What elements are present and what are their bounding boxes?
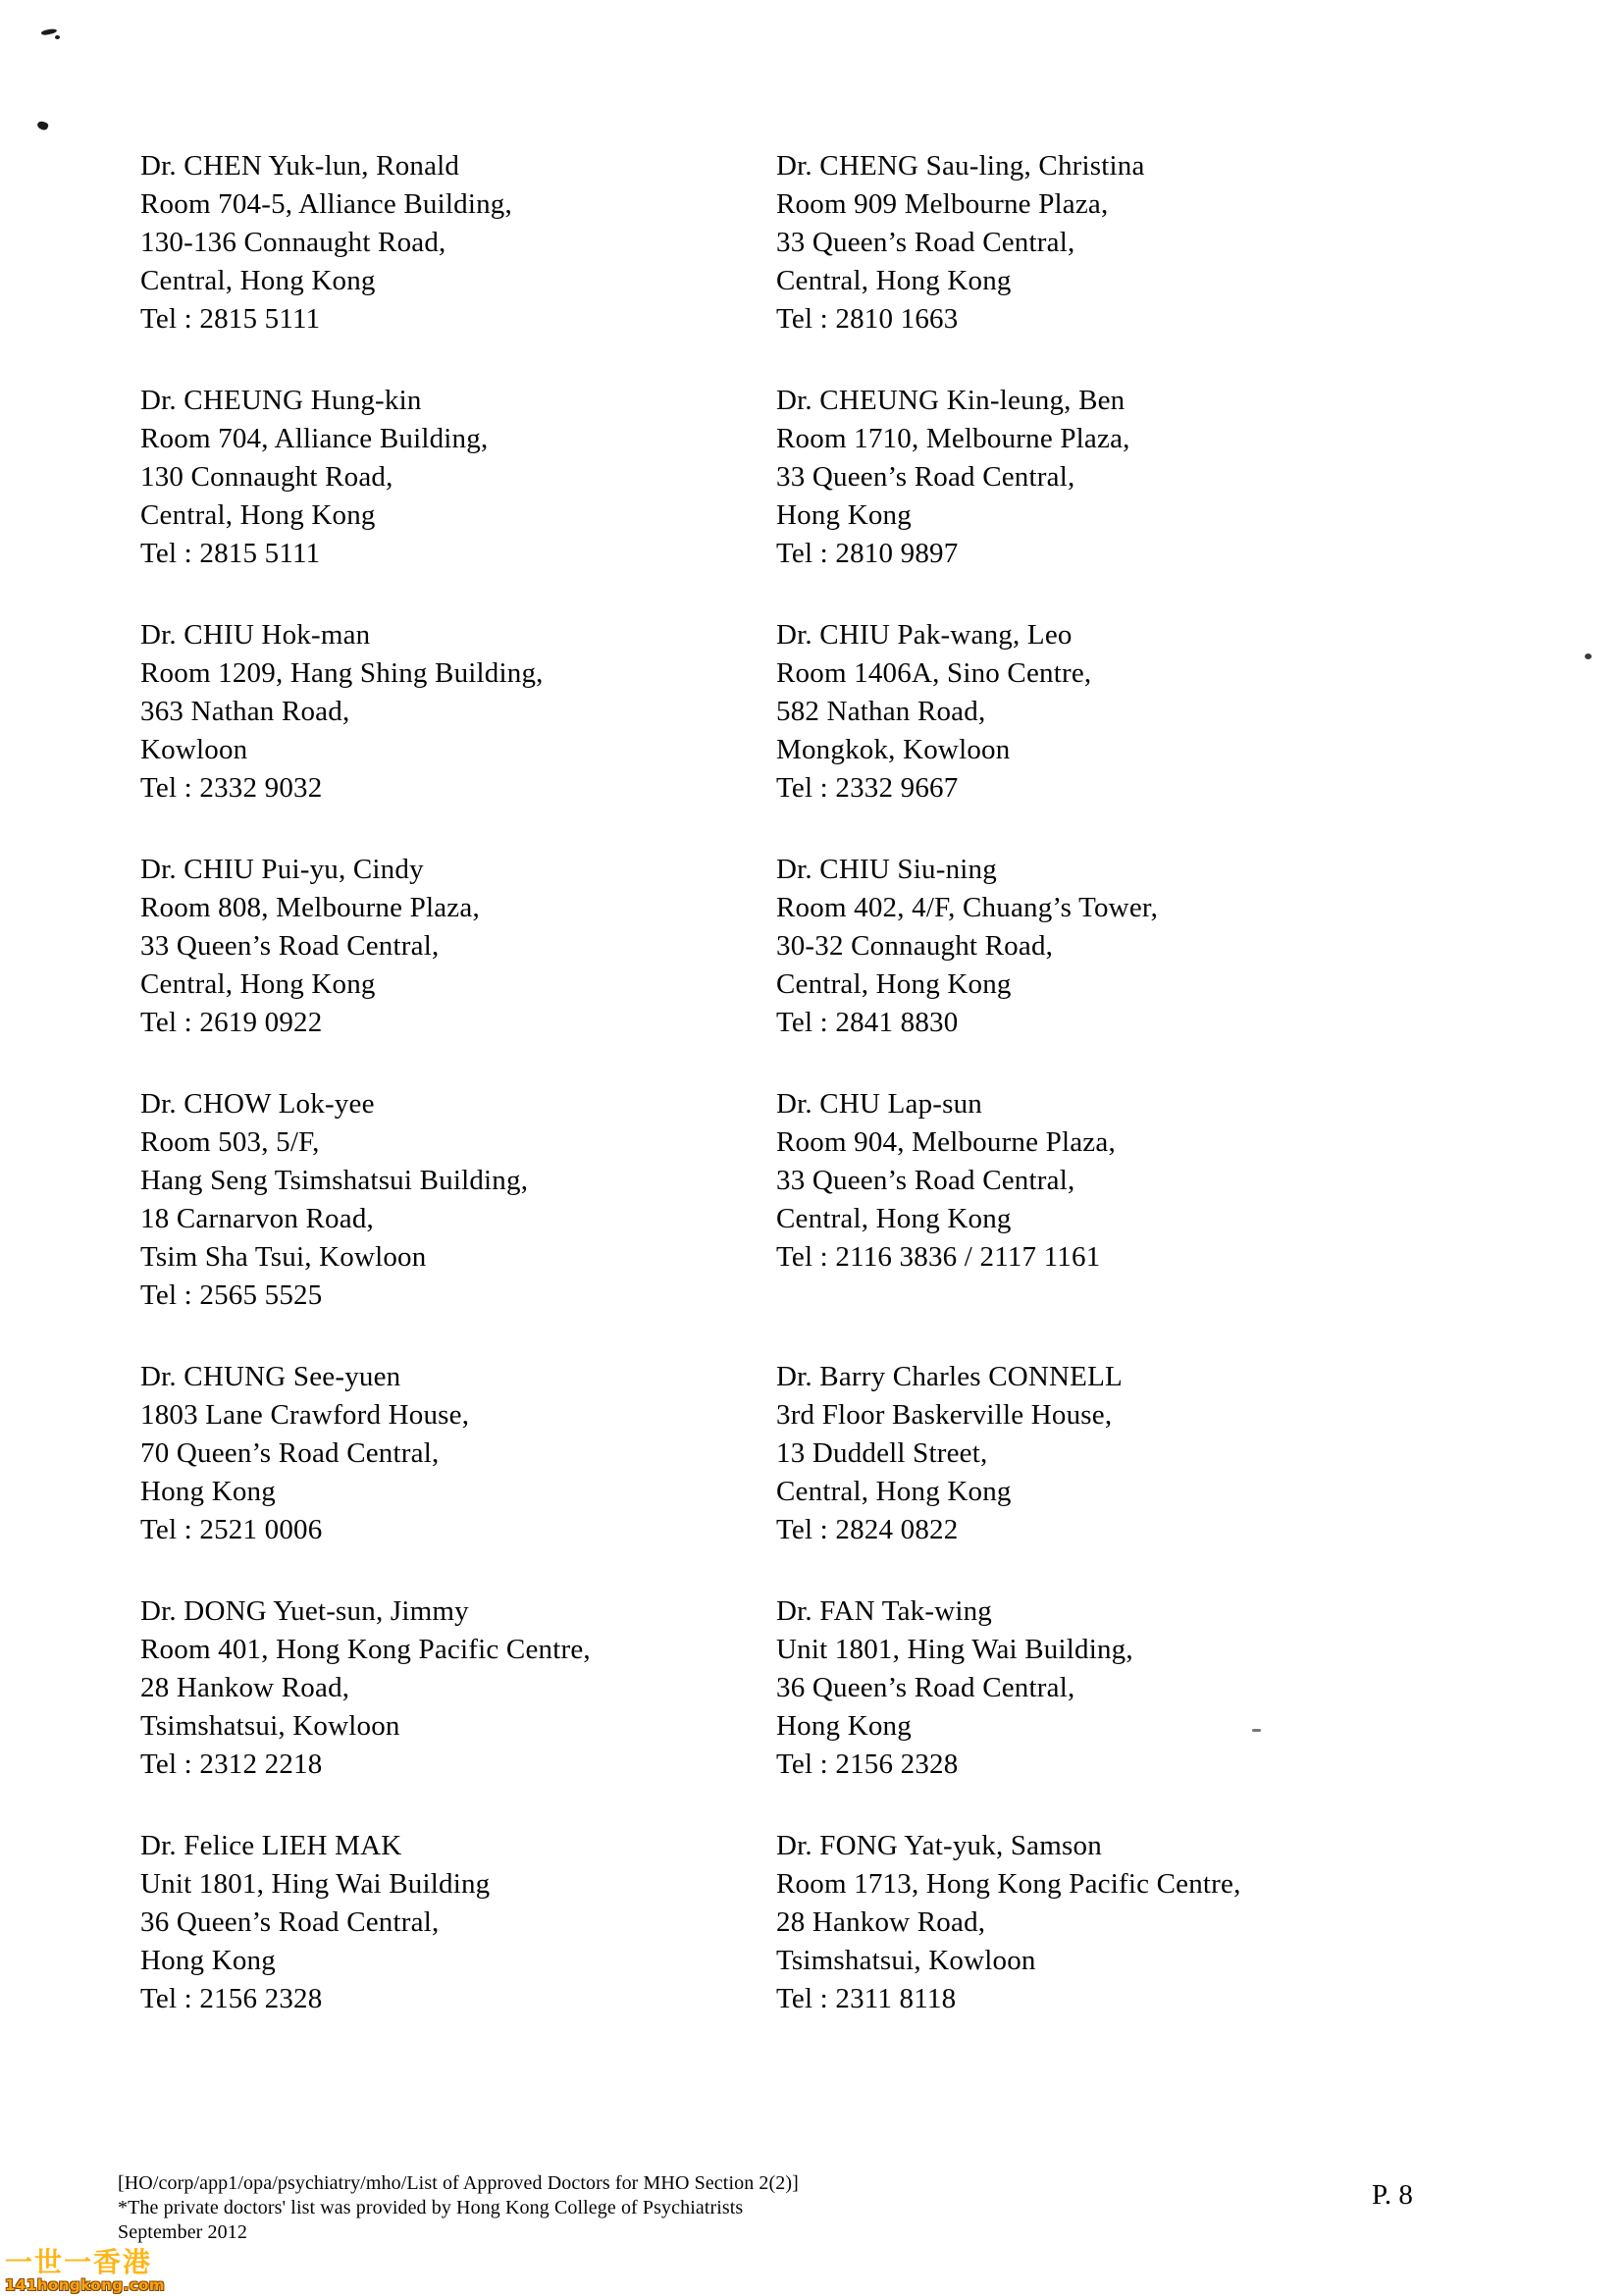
doctor-address-line: 33 Queen’s Road Central, bbox=[140, 930, 440, 962]
doctor-row bbox=[140, 1358, 1563, 1549]
doctor-name: Dr. FONG Yat-yuk, Samson bbox=[776, 1830, 1102, 1861]
doctor-tel: Tel : 2815 5111 bbox=[140, 538, 321, 569]
doctor-address-line: Room 909 Melbourne Plaza, bbox=[776, 188, 1109, 220]
doctor-tel: Tel : 2815 5111 bbox=[140, 303, 321, 335]
doctor-entry bbox=[140, 616, 776, 808]
doctor-tel: Tel : 2619 0922 bbox=[140, 1007, 323, 1038]
doctor-address-line: Room 402, 4/F, Chuang’s Tower, bbox=[776, 892, 1159, 923]
doctor-entry bbox=[140, 1085, 776, 1315]
doctor-address-line: Unit 1801, Hing Wai Building bbox=[140, 1868, 491, 1900]
doctor-tel: Tel : 2332 9032 bbox=[140, 772, 323, 804]
doctor-address-line: Central, Hong Kong bbox=[776, 968, 1012, 1000]
doctor-name: Dr. CHIU Pui-yu, Cindy bbox=[140, 854, 424, 885]
doctor-tel: Tel : 2312 2218 bbox=[140, 1748, 323, 1780]
doctor-address-line: 28 Hankow Road, bbox=[140, 1672, 350, 1703]
doctor-rows bbox=[140, 147, 1563, 2061]
doctor-address-line: 3rd Floor Baskerville House, bbox=[776, 1399, 1113, 1431]
doctor-address-line: Hong Kong bbox=[776, 499, 912, 531]
doctor-address-line: Room 1209, Hang Shing Building, bbox=[140, 657, 544, 689]
doctor-name: Dr. CHEUNG Kin-leung, Ben bbox=[776, 385, 1126, 416]
doctor-address-line: Hong Kong bbox=[776, 1710, 912, 1742]
doctor-address-line: 1803 Lane Crawford House, bbox=[140, 1399, 470, 1431]
doctor-entry bbox=[776, 1592, 1563, 1784]
watermark-logo bbox=[5, 2246, 166, 2294]
doctor-address-line: Room 704, Alliance Building, bbox=[140, 423, 489, 454]
doctor-row bbox=[140, 382, 1563, 573]
doctor-address-line: Hong Kong bbox=[140, 1945, 276, 1976]
doctor-address-line: Room 401, Hong Kong Pacific Centre, bbox=[140, 1634, 591, 1665]
doctor-tel: Tel : 2841 8830 bbox=[776, 1007, 959, 1038]
doctor-address-line: Central, Hong Kong bbox=[140, 968, 376, 1000]
doctor-tel: Tel : 2156 2328 bbox=[140, 1983, 323, 2014]
doctor-address-line: Hang Seng Tsimshatsui Building, bbox=[140, 1165, 529, 1196]
doctor-address-line: Central, Hong Kong bbox=[776, 265, 1012, 296]
doctor-name: Dr. CHIU Siu-ning bbox=[776, 854, 997, 885]
doctor-address-line: Room 704-5, Alliance Building, bbox=[140, 188, 512, 220]
doctor-name: Dr. CHIU Pak-wang, Leo bbox=[776, 619, 1073, 651]
doctor-address-line: Room 808, Melbourne Plaza, bbox=[140, 892, 480, 923]
doctor-address-line: Room 1710, Melbourne Plaza, bbox=[776, 423, 1130, 454]
doctor-row bbox=[140, 851, 1563, 1042]
doctor-name: Dr. CHOW Lok-yee bbox=[140, 1088, 375, 1120]
doctor-tel: Tel : 2810 1663 bbox=[776, 303, 959, 335]
doctor-entry bbox=[776, 851, 1563, 1042]
doctor-name: Dr. Barry Charles CONNELL bbox=[776, 1361, 1123, 1392]
doctor-entry bbox=[140, 382, 776, 573]
watermark-chinese-text: 一世一香港 bbox=[5, 2246, 153, 2278]
doctor-name: Dr. CHEUNG Hung-kin bbox=[140, 385, 422, 416]
doctor-entry bbox=[776, 382, 1563, 573]
doctor-row bbox=[140, 1827, 1563, 2018]
doctor-address-line: 13 Duddell Street, bbox=[776, 1437, 988, 1469]
doctor-row bbox=[140, 1592, 1563, 1784]
doctor-entry bbox=[776, 1085, 1563, 1315]
scan-speck bbox=[55, 35, 60, 39]
doctor-name: Dr. FAN Tak-wing bbox=[776, 1595, 993, 1627]
doctor-entry bbox=[776, 1358, 1563, 1549]
doctor-entry bbox=[140, 1827, 776, 2018]
doctor-address-line: Mongkok, Kowloon bbox=[776, 734, 1011, 765]
doctor-address-line: 363 Nathan Road, bbox=[140, 696, 350, 727]
doctor-address-line: 70 Queen’s Road Central, bbox=[140, 1437, 440, 1469]
footer-date-line: September 2012 bbox=[118, 2221, 247, 2243]
page-number: P. 8 bbox=[1372, 2179, 1413, 2211]
doctor-entry bbox=[140, 147, 776, 339]
doctor-address-line: Room 1406A, Sino Centre, bbox=[776, 657, 1092, 689]
doctor-address-line: Room 904, Melbourne Plaza, bbox=[776, 1126, 1116, 1158]
page-footer bbox=[118, 2171, 799, 2245]
doctor-address-line: 130 Connaught Road, bbox=[140, 461, 393, 493]
doctor-name: Dr. CHU Lap-sun bbox=[776, 1088, 983, 1120]
doctor-tel: Tel : 2521 0006 bbox=[140, 1514, 323, 1545]
doctor-address-line: Room 1713, Hong Kong Pacific Centre, bbox=[776, 1868, 1241, 1900]
doctor-address-line: Unit 1801, Hing Wai Building, bbox=[776, 1634, 1133, 1665]
watermark-url-text: 141hongkong.com bbox=[5, 2276, 166, 2294]
doctor-address-line: 28 Hankow Road, bbox=[776, 1906, 986, 1938]
doctor-address-line: 36 Queen’s Road Central, bbox=[140, 1906, 440, 1938]
scan-speck bbox=[1585, 653, 1592, 659]
doctor-name: Dr. CHEN Yuk-lun, Ronald bbox=[140, 150, 460, 182]
doctor-name: Dr. Felice LIEH MAK bbox=[140, 1830, 402, 1861]
doctor-entry bbox=[776, 147, 1563, 339]
doctor-address-line: 33 Queen’s Road Central, bbox=[776, 1165, 1075, 1196]
doctor-address-line: Kowloon bbox=[140, 734, 248, 765]
doctor-address-line: Central, Hong Kong bbox=[776, 1476, 1012, 1507]
doctor-entry bbox=[140, 1358, 776, 1549]
doctor-name: Dr. CHUNG See-yuen bbox=[140, 1361, 401, 1392]
doctor-tel: Tel : 2156 2328 bbox=[776, 1748, 959, 1780]
doctor-address-line: 582 Nathan Road, bbox=[776, 696, 986, 727]
doctor-row bbox=[140, 1085, 1563, 1315]
doctor-tel: Tel : 2565 5525 bbox=[140, 1279, 323, 1311]
doctor-address-line: 130-136 Connaught Road, bbox=[140, 227, 446, 258]
doctor-entry bbox=[776, 616, 1563, 808]
scan-speck bbox=[36, 120, 49, 130]
doctor-tel: Tel : 2824 0822 bbox=[776, 1514, 959, 1545]
doctor-tel: Tel : 2810 9897 bbox=[776, 538, 959, 569]
doctor-name: Dr. CHENG Sau-ling, Christina bbox=[776, 150, 1145, 182]
doctor-address-line: Central, Hong Kong bbox=[776, 1203, 1012, 1234]
doctor-entry bbox=[776, 1827, 1563, 2018]
doctor-address-line: Hong Kong bbox=[140, 1476, 276, 1507]
doctor-tel: Tel : 2116 3836 / 2117 1161 bbox=[776, 1241, 1101, 1273]
doctor-address-line: 30-32 Connaught Road, bbox=[776, 930, 1054, 962]
doctor-row bbox=[140, 616, 1563, 808]
doctor-address-line: Tsimshatsui, Kowloon bbox=[776, 1945, 1036, 1976]
doctor-address-line: Room 503, 5/F, bbox=[140, 1126, 320, 1158]
doctor-address-line: Tsim Sha Tsui, Kowloon bbox=[140, 1241, 427, 1273]
doctor-tel: Tel : 2311 8118 bbox=[776, 1983, 957, 2014]
doctor-entry bbox=[140, 851, 776, 1042]
scan-speck bbox=[41, 27, 58, 35]
doctor-name: Dr. CHIU Hok-man bbox=[140, 619, 371, 651]
footer-reference-line: [HO/corp/app1/opa/psychiatry/mho/List of Approved Doctors for MHO Section 2(2)] bbox=[118, 2172, 799, 2194]
doctor-tel: Tel : 2332 9667 bbox=[776, 772, 959, 804]
doctor-entry bbox=[140, 1592, 776, 1784]
doctor-address-line: Central, Hong Kong bbox=[140, 499, 376, 531]
footer-note-line: *The private doctors' list was provided by Hong Kong College of Psychiatrists bbox=[118, 2197, 744, 2218]
doctor-address-line: 18 Carnarvon Road, bbox=[140, 1203, 374, 1234]
doctor-address-line: 33 Queen’s Road Central, bbox=[776, 461, 1075, 493]
doctor-address-line: Tsimshatsui, Kowloon bbox=[140, 1710, 400, 1742]
doctor-address-line: 36 Queen’s Road Central, bbox=[776, 1672, 1075, 1703]
doctor-address-line: 33 Queen’s Road Central, bbox=[776, 227, 1075, 258]
doctor-row bbox=[140, 147, 1563, 339]
doctor-address-line: Central, Hong Kong bbox=[140, 265, 376, 296]
doctor-name: Dr. DONG Yuet-sun, Jimmy bbox=[140, 1595, 469, 1627]
